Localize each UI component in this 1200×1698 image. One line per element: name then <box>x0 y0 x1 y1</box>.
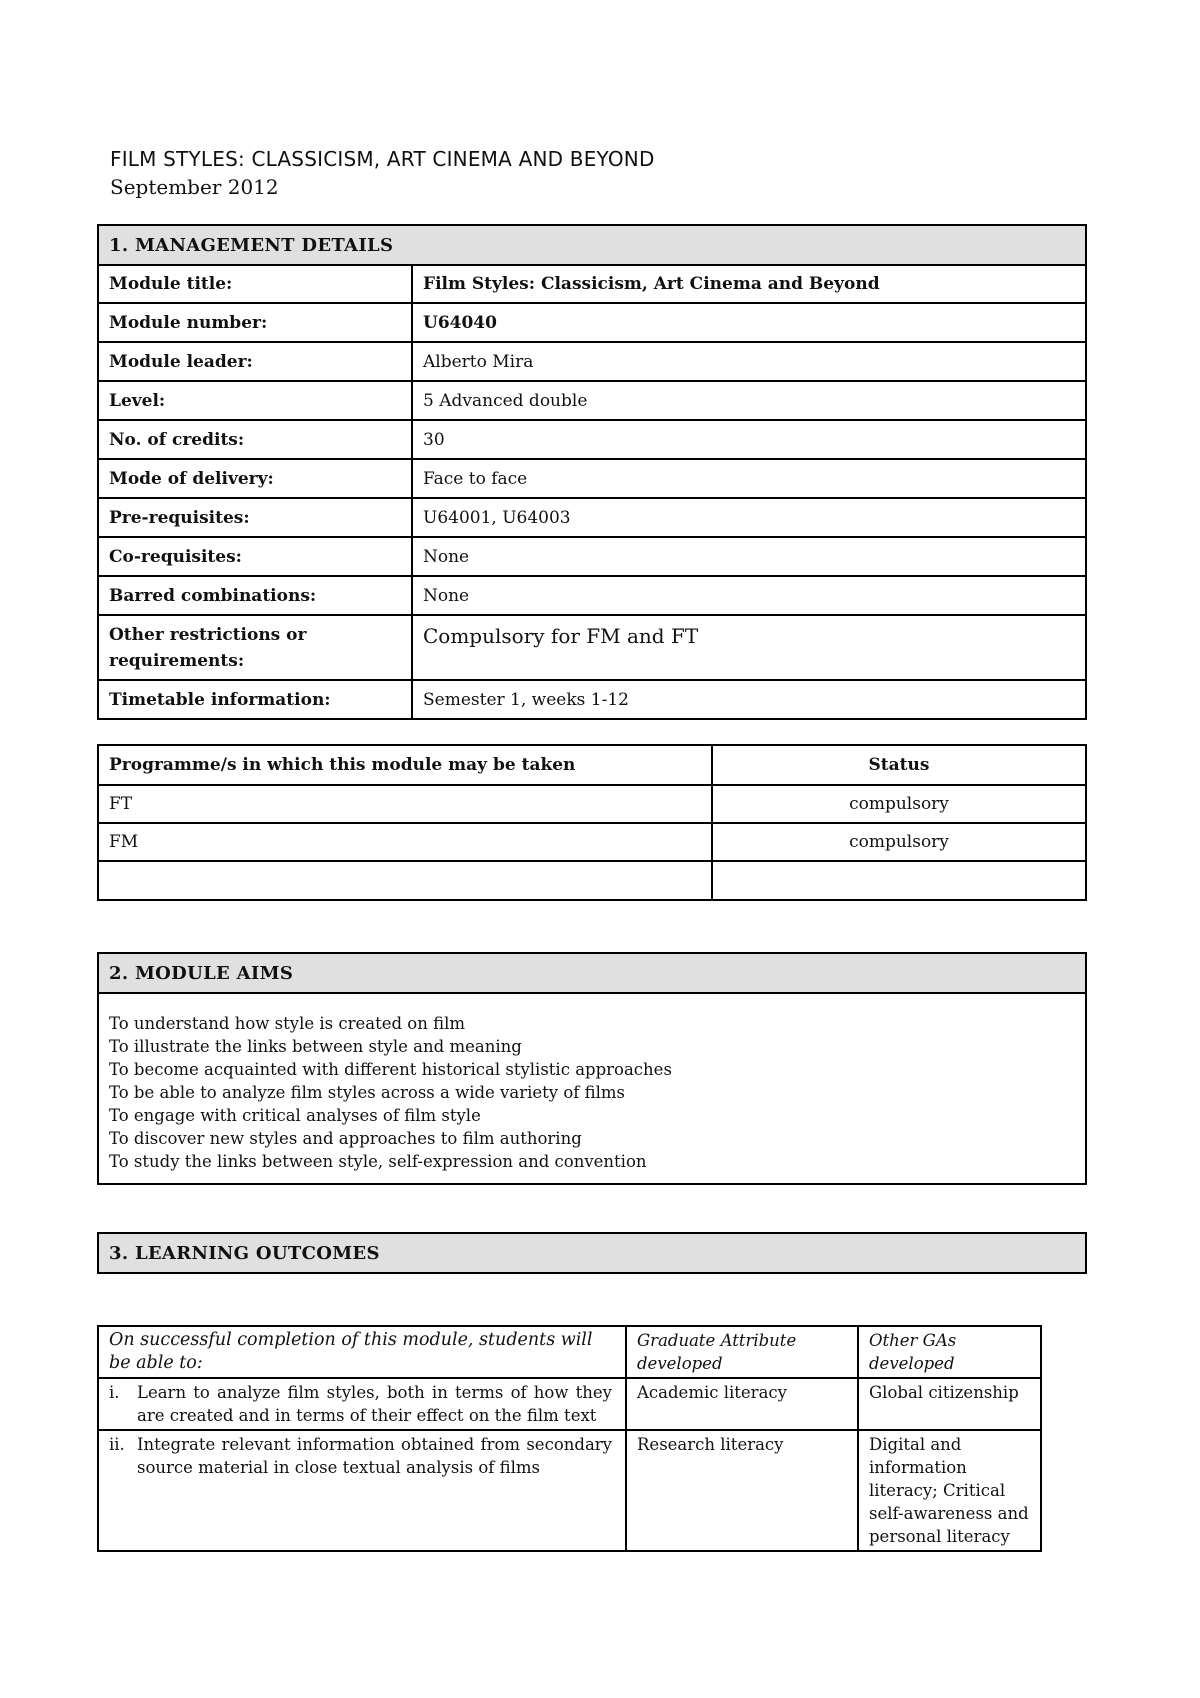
row-label: Timetable information: <box>98 680 412 719</box>
row-value: Alberto Mira <box>412 342 1086 381</box>
row-value: Face to face <box>412 459 1086 498</box>
graduate-attribute-column-header: Graduate Attribute developed <box>626 1326 858 1378</box>
row-value: U64001, U64003 <box>412 498 1086 537</box>
status-cell: compulsory <box>712 823 1086 861</box>
status-cell: compulsory <box>712 785 1086 823</box>
aim-item: To illustrate the links between style and meaning <box>109 1037 522 1056</box>
row-value: Compulsory for FM and FT <box>412 615 1086 680</box>
row-value: None <box>412 576 1086 615</box>
row-value: None <box>412 537 1086 576</box>
outcome-number: ii. <box>109 1435 125 1454</box>
row-value: 5 Advanced double <box>412 381 1086 420</box>
outcome-text: Learn to analyze film styles, both in terms of how they are created and in terms of their effect on the film text <box>137 1383 612 1425</box>
management-details-table <box>97 224 1087 720</box>
graduate-attribute-cell: Academic literacy <box>626 1378 858 1430</box>
outcome-text: Integrate relevant information obtained from secondary source material in close textual analysis of films <box>137 1435 612 1477</box>
document-title: FILM STYLES: CLASSICISM, ART CINEMA AND BEYOND <box>110 147 655 171</box>
other-gas-cell: Digital and information literacy; Critical self-awareness and personal literacy <box>858 1430 1041 1551</box>
row-label: Level: <box>98 381 412 420</box>
aim-item: To discover new styles and approaches to film authoring <box>109 1129 582 1148</box>
row-label: Module number: <box>98 303 412 342</box>
section-heading-aims: 2. MODULE AIMS <box>98 953 1086 993</box>
row-label: Pre-requisites: <box>98 498 412 537</box>
outcome-number: i. <box>109 1383 120 1402</box>
module-aims-table <box>97 952 1087 1185</box>
graduate-attribute-cell: Research literacy <box>626 1430 858 1551</box>
learning-outcomes-table <box>97 1325 1042 1552</box>
programme-cell <box>98 861 712 900</box>
status-cell <box>712 861 1086 900</box>
aims-list <box>98 993 1086 1184</box>
learning-outcomes-heading-table <box>97 1232 1087 1274</box>
section-heading-management: 1. MANAGEMENT DETAILS <box>98 225 1086 265</box>
outcome-cell <box>98 1430 626 1551</box>
programme-column-header: Programme/s in which this module may be taken <box>98 745 712 785</box>
programmes-table <box>97 744 1087 901</box>
page-header <box>110 146 655 200</box>
other-gas-cell: Global citizenship <box>858 1378 1041 1430</box>
row-label: Module leader: <box>98 342 412 381</box>
other-gas-column-header: Other GAs developed <box>858 1326 1041 1378</box>
aim-item: To understand how style is created on film <box>109 1014 466 1033</box>
document-date: September 2012 <box>110 175 279 199</box>
row-label: Co-requisites: <box>98 537 412 576</box>
outcome-cell <box>98 1378 626 1430</box>
row-value: Film Styles: Classicism, Art Cinema and Beyond <box>412 265 1086 303</box>
aim-item: To be able to analyze film styles across a wide variety of films <box>109 1083 626 1102</box>
row-label: Mode of delivery: <box>98 459 412 498</box>
row-label: Module title: <box>98 265 412 303</box>
row-value: 30 <box>412 420 1086 459</box>
row-value: U64040 <box>412 303 1086 342</box>
section-heading-outcomes: 3. LEARNING OUTCOMES <box>98 1233 1086 1273</box>
row-label: Other restrictions or requirements: <box>98 615 412 680</box>
row-value: Semester 1, weeks 1-12 <box>412 680 1086 719</box>
programme-cell: FT <box>98 785 712 823</box>
status-column-header: Status <box>712 745 1086 785</box>
aim-item: To study the links between style, self-expression and convention <box>109 1152 647 1171</box>
row-label: No. of credits: <box>98 420 412 459</box>
row-label: Barred combinations: <box>98 576 412 615</box>
outcomes-column-header: On successful completion of this module, students will be able to: <box>98 1326 626 1378</box>
programme-cell: FM <box>98 823 712 861</box>
aim-item: To engage with critical analyses of film style <box>109 1106 481 1125</box>
aim-item: To become acquainted with different historical stylistic approaches <box>109 1060 672 1079</box>
